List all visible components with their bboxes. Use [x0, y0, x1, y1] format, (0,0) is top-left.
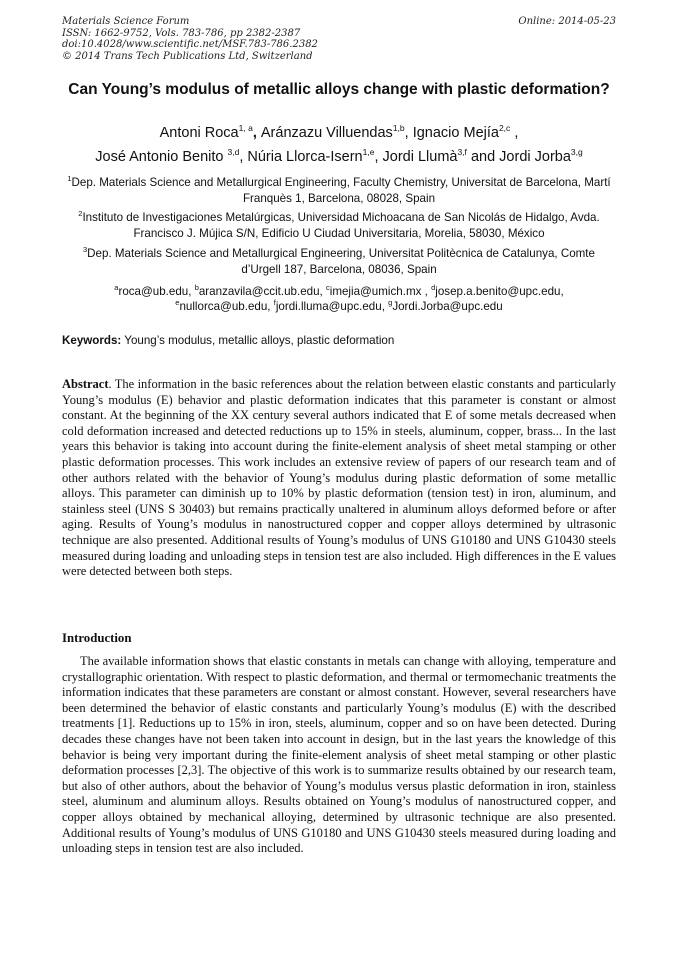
introduction-heading: Introduction — [62, 631, 132, 645]
email-link[interactable]: nullorca@ub.edu, — [179, 300, 274, 313]
author-affiliation-marker: 1, a — [238, 123, 253, 134]
author-name: Jordi Jorba — [499, 149, 571, 165]
doi-line: doi:10.4028/www.scientific.net/MSF.783-786.2382 — [62, 39, 318, 50]
email-marker: g — [388, 298, 393, 308]
email-marker: a — [114, 283, 119, 293]
journal-header — [62, 16, 616, 62]
author-separator: , — [374, 149, 383, 165]
author-list — [40, 121, 638, 169]
author-separator: , — [239, 149, 248, 165]
copyright-line: © 2014 Trans Tech Publications Ltd, Switzerland — [62, 50, 313, 62]
paper-title: Can Young’s modulus of metallic alloys change with plastic deformation? — [68, 81, 610, 98]
author-separator: , — [510, 125, 519, 141]
email-link[interactable]: Jordi.Jorba@upc.edu — [392, 300, 503, 313]
author-name: Jordi Llumà — [382, 149, 458, 165]
email-marker: c — [326, 283, 330, 293]
keywords-text: Young’s modulus, metallic alloys, plastic deformation — [121, 334, 395, 347]
author-separator: and — [466, 149, 500, 165]
email-link[interactable]: aranzavila@ccit.ub.edu, — [198, 285, 326, 298]
email-marker: e — [175, 298, 180, 308]
author-affiliation-marker: 3,g — [570, 147, 583, 158]
author-separator: , — [404, 125, 413, 141]
email-marker: d — [431, 283, 436, 293]
author-affiliation-marker: 1,e — [362, 147, 375, 158]
author-name: Antoni Roca — [159, 125, 239, 141]
affiliation-text: Instituto de Investigaciones Metalúrgicas, Universidad Michoacana de San Nicolás de Hidalgo, Avda. Francisco J. Mújica S/N, Edificio U Ciudad Universitaria, Morelia, 58030, México — [82, 211, 600, 240]
author-name: Aránzazu Villuendas — [260, 125, 393, 141]
affiliation-text: Dep. Materials Science and Metallurgical Engineering, Universitat Politècnica de Catalunya, Comte d’Urgell 187, Barcelona, 08036, Spain — [87, 247, 595, 276]
email-link[interactable]: josep.a.benito@upc.edu, — [435, 285, 564, 298]
keywords-line — [62, 333, 616, 348]
email-marker: f — [273, 298, 276, 308]
abstract-text: . The information in the basic references about the relation between elastic constants and particularly Young’s modulus (E) behavior and plastic deformation indicates that this parameter is constant or almost constant. At the beginning of the XX century several authors indicated that E of some metals decreased when cold deformation increased and detected reductions up to 15% in steels, aluminum, copper, brass... In the last years this behavior is taking into account during the finite-element analysis of sheet metal stamping or other plastic deformation processes. This work includes an extensive review of papers of our research team and of other authors related with the behavior of Young’s modulus during plastic deformation of some metallic alloys. This parameter can diminish up to 10% by plastic deformation (tension test) in iron, aluminum, and stainless steel (UNS S 30403) but remains practically unaltered in aluminum alloys deformed before or after aging. Results of Young’s modulus in nanostructured copper and copper alloys determined by ultrasonic technique are also presented. Additional results of Young’s modulus of UNS G10180 and UNS G10430 steels measured during loading and unloading steps in tension test are also included. High differences in the E values were detected between both steps. — [62, 377, 616, 579]
email-marker: b — [194, 283, 199, 293]
affiliation-number: 3 — [83, 245, 88, 255]
affiliation-2 — [62, 210, 616, 241]
issn-line: ISSN: 1662-9752, Vols. 783-786, pp 2382-2387 — [62, 27, 301, 39]
email-link[interactable]: imejia@umich.mx , — [329, 285, 432, 298]
affiliation-3 — [62, 246, 616, 277]
author-separator: , — [252, 125, 261, 141]
author-name: Ignacio Mejía — [412, 125, 499, 141]
affiliation-1 — [62, 175, 616, 206]
email-link[interactable]: roca@ub.edu, — [118, 285, 195, 298]
abstract-paragraph — [62, 377, 616, 580]
journal-name: Materials Science Forum — [62, 16, 190, 27]
affiliation-text: Dep. Materials Science and Metallurgical Engineering, Faculty Chemistry, Universitat de Barcelona, Martí Franquès 1, Barcelona, 08028, Spain — [71, 176, 611, 205]
online-date: Online: 2014-05-23 — [518, 16, 616, 27]
author-emails — [62, 284, 616, 314]
keywords-label: Keywords: — [62, 334, 122, 347]
email-link[interactable]: jordi.lluma@upc.edu, — [275, 300, 389, 313]
affiliation-number: 2 — [78, 209, 83, 219]
author-affiliation-marker: 2,c — [498, 123, 511, 134]
author-affiliation-marker: 1,b — [392, 123, 405, 134]
introduction-paragraph: The available information shows that elastic constants in metals can change with alloying, temperature and crystallographic orientation. With respect to plastic deformation, and thermal or termomechanic treatments the information indicates that these parameters are constant or almost constant. However, several researchers have been determined the behavior of elastic constants and particularly Young’s modulus (E) with the described treatments [1]. Reductions up to 15% in iron, steels, aluminum, copper and so on have been detected. During decades these changes have not been taken into account in design, but in the last years the knowledge of this behavior is being very important during the finite-element analysis of sheet metal stamping or other plastic deformation processes [2,3]. The objective of this work is to summarize results obtained by our research team, but also of other authors, about the behavior of Young’s modulus versus plastic deformation in iron, stainless steel, aluminum and aluminum alloys. Results obtained on Young’s modulus of nanostructured copper, and copper alloys obtained by mechanical alloying, determined by ultrasonic technique are also presented. Additional results of Young’s modulus of UNS G10180 and UNS G10430 steels measured during loading and unloading steps in tension test are also included. — [62, 654, 616, 856]
abstract-label: Abstract — [62, 377, 109, 391]
author-name: José Antonio Benito — [95, 149, 228, 165]
author-affiliation-marker: 3,f — [457, 147, 467, 158]
author-affiliation-marker: 3,d — [227, 147, 240, 158]
affiliation-number: 1 — [67, 174, 72, 184]
author-name: Núria Llorca-Isern — [247, 149, 363, 165]
